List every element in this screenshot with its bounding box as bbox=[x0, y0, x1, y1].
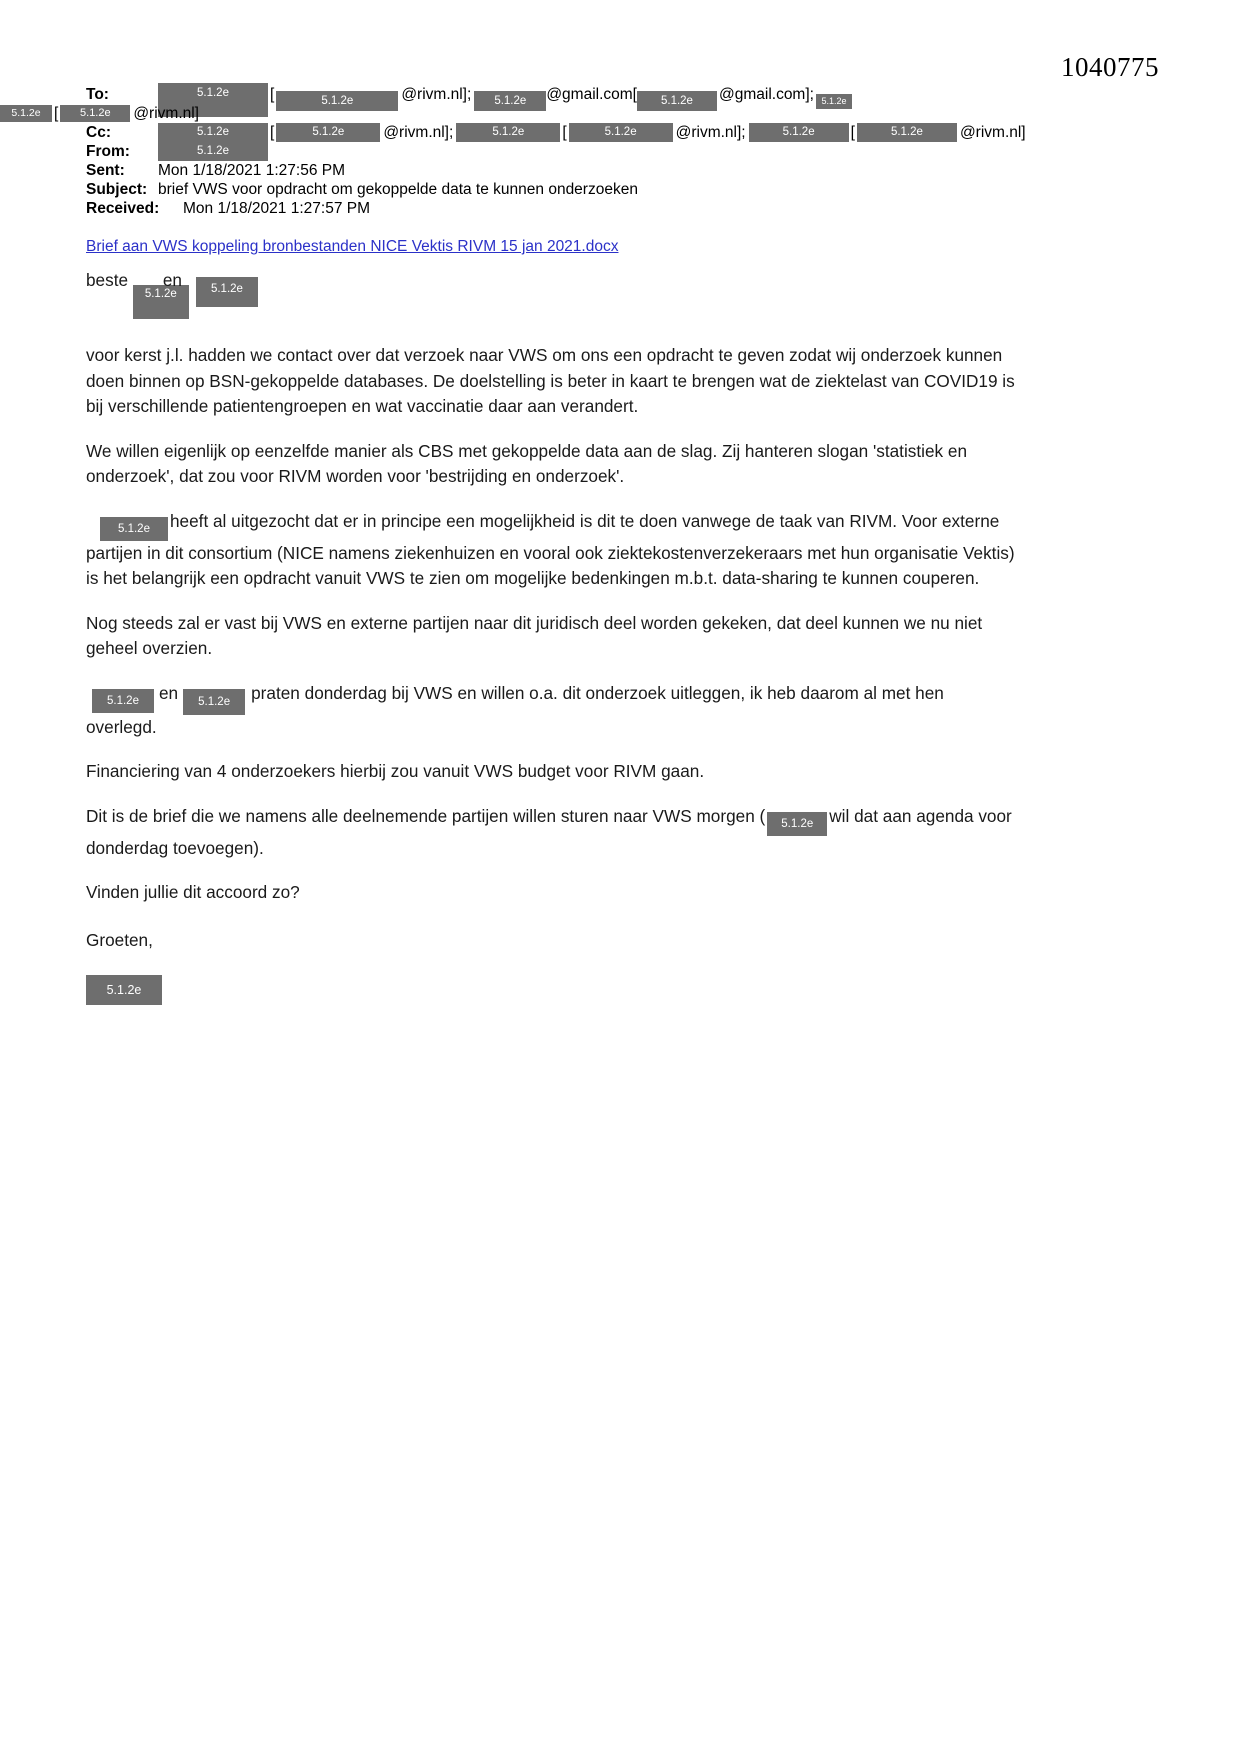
redaction-p7: 5.1.2e bbox=[767, 812, 827, 836]
redaction-greeting-2: 5.1.2e bbox=[196, 277, 258, 307]
header-row-cc bbox=[86, 123, 1156, 142]
cc-label: Cc: bbox=[86, 124, 111, 141]
to-bracket-1: [ bbox=[270, 86, 275, 103]
redaction-to-1: 5.1.2e bbox=[158, 83, 268, 117]
header-row-received bbox=[86, 199, 1156, 218]
redaction-to-5: 5.1.2e bbox=[816, 94, 852, 109]
paragraph-5-mid: en bbox=[159, 682, 179, 703]
redaction-to-4: 5.1.2e bbox=[637, 91, 717, 111]
sent-value: Mon 1/18/2021 1:27:56 PM bbox=[158, 162, 345, 179]
received-label: Received: bbox=[86, 200, 160, 217]
subject-value: brief VWS voor opdracht om gekoppelde data te kunnen onderzoeken bbox=[158, 181, 638, 198]
redaction-cc-4: 5.1.2e bbox=[569, 123, 673, 142]
redaction-p3: 5.1.2e bbox=[100, 517, 168, 541]
redaction-to-2: 5.1.2e bbox=[276, 91, 398, 111]
received-value: Mon 1/18/2021 1:27:57 PM bbox=[183, 200, 370, 217]
header-row-sent bbox=[86, 161, 1156, 180]
from-label: From: bbox=[86, 143, 130, 160]
paragraph-1: voor kerst j.l. hadden we contact over dat verzoek naar VWS om ons een opdracht te geven zodat wij onderzoek kunnen doen binnen op BSN-gekoppelde databases. De doelstelling is beter in kaart te brengen wat de ziektelast van COVID19 is bij verschillende patientengroepen en wat vaccinatie daar aan verandert. bbox=[86, 345, 1015, 416]
subject-label: Subject: bbox=[86, 181, 148, 198]
email-header bbox=[11, 85, 1156, 218]
header-row-to bbox=[86, 85, 1156, 107]
redaction-to-7: 5.1.2e bbox=[60, 105, 130, 122]
redaction-p5-1: 5.1.2e bbox=[92, 689, 154, 713]
cc-domain-1: @rivm.nl]; bbox=[383, 124, 454, 141]
redaction-from-1: 5.1.2e bbox=[158, 142, 268, 161]
sent-label: Sent: bbox=[86, 162, 125, 179]
header-row-from bbox=[86, 142, 1156, 161]
paragraph-7 bbox=[86, 804, 1016, 862]
greeting-paragraph bbox=[86, 268, 1016, 319]
redaction-greeting-1: 5.1.2e bbox=[133, 285, 189, 319]
paragraph-9-signoff: Groeten, bbox=[86, 929, 153, 950]
redaction-cc-1: 5.1.2e bbox=[158, 123, 268, 142]
redaction-cc-2: 5.1.2e bbox=[276, 123, 380, 142]
paragraph-5-text: praten donderdag bij VWS en willen o.a. dit onderzoek uitleggen, ik heb daarom al met hen overlegd. bbox=[86, 682, 944, 737]
paragraph-8: Vinden jullie dit accoord zo? bbox=[86, 882, 300, 902]
header-row-subject bbox=[86, 180, 1156, 199]
paragraph-5 bbox=[86, 681, 1016, 741]
to-domain-1: @rivm.nl]; bbox=[401, 86, 472, 103]
redaction-p5-2: 5.1.2e bbox=[183, 689, 245, 715]
signature-paragraph bbox=[86, 975, 1016, 1005]
redaction-cc-3: 5.1.2e bbox=[456, 123, 560, 142]
attachment-link[interactable]: Brief aan VWS koppeling bronbestanden NICE Vektis RIVM 15 jan 2021.docx bbox=[86, 238, 619, 255]
redaction-to-3: 5.1.2e bbox=[474, 91, 546, 111]
to-bracket-2: [ bbox=[54, 105, 59, 122]
cc-domain-2: @rivm.nl]; bbox=[675, 124, 746, 141]
to-domain-3: @gmail.com]; bbox=[718, 86, 814, 103]
redaction-signature: 5.1.2e bbox=[86, 975, 162, 1005]
to-label: To: bbox=[86, 86, 109, 103]
paragraph-4: Nog steeds zal er vast bij VWS en externe partijen naar dit juridisch deel worden gekeken, dat deel kunnen we nu niet geheel overzien. bbox=[86, 612, 983, 658]
redaction-cc-6: 5.1.2e bbox=[857, 123, 957, 142]
bates-number: 1040775 bbox=[1061, 52, 1159, 82]
greeting-mid: en bbox=[162, 270, 182, 290]
cc-domain-3: @rivm.nl] bbox=[959, 124, 1026, 141]
paragraph-3-text: heeft al uitgezocht dat er in principe een mogelijkheid is dit te doen vanwege de taak van RIVM. Voor externe partijen in dit consortium (NICE namens ziekenhuizen en vooral ook ziektekostenverzekeraars met hun organisatie Vektis) is het belangrijk een opdracht vanuit VWS te zien om mogelijke bedenkingen m.b.t. data-sharing te kunnen couperen. bbox=[86, 510, 1015, 588]
paragraph-6: Financiering van 4 onderzoekers hierbij zou vanuit VWS budget voor RIVM gaan. bbox=[86, 761, 705, 781]
header-row-to-continued bbox=[0, 104, 1156, 123]
redaction-to-6: 5.1.2e bbox=[0, 105, 52, 122]
cc-bracket-2: [ bbox=[562, 124, 567, 141]
redaction-cc-5: 5.1.2e bbox=[749, 123, 849, 142]
paragraph-3 bbox=[86, 509, 1016, 592]
email-body bbox=[86, 268, 1016, 1024]
to-domain-4: @rivm.nl] bbox=[133, 105, 199, 122]
paragraph-7-before: Dit is de brief die we namens alle deelnemende partijen willen sturen naar VWS morgen ( bbox=[86, 805, 766, 826]
to-domain-2: @gmail.com[ bbox=[546, 86, 637, 103]
cc-bracket-3: [ bbox=[850, 124, 855, 141]
paragraph-7-after: wil dat aan agenda voor donderdag toevoegen). bbox=[86, 805, 1012, 858]
cc-bracket-1: [ bbox=[270, 124, 275, 141]
greeting-prefix: beste bbox=[86, 270, 133, 290]
paragraph-2: We willen eigenlijk op eenzelfde manier als CBS met gekoppelde data aan de slag. Zij hanteren slogan 'statistiek en onderzoek', dat zou voor RIVM worden voor 'bestrijding en onderzoek'. bbox=[86, 440, 968, 486]
